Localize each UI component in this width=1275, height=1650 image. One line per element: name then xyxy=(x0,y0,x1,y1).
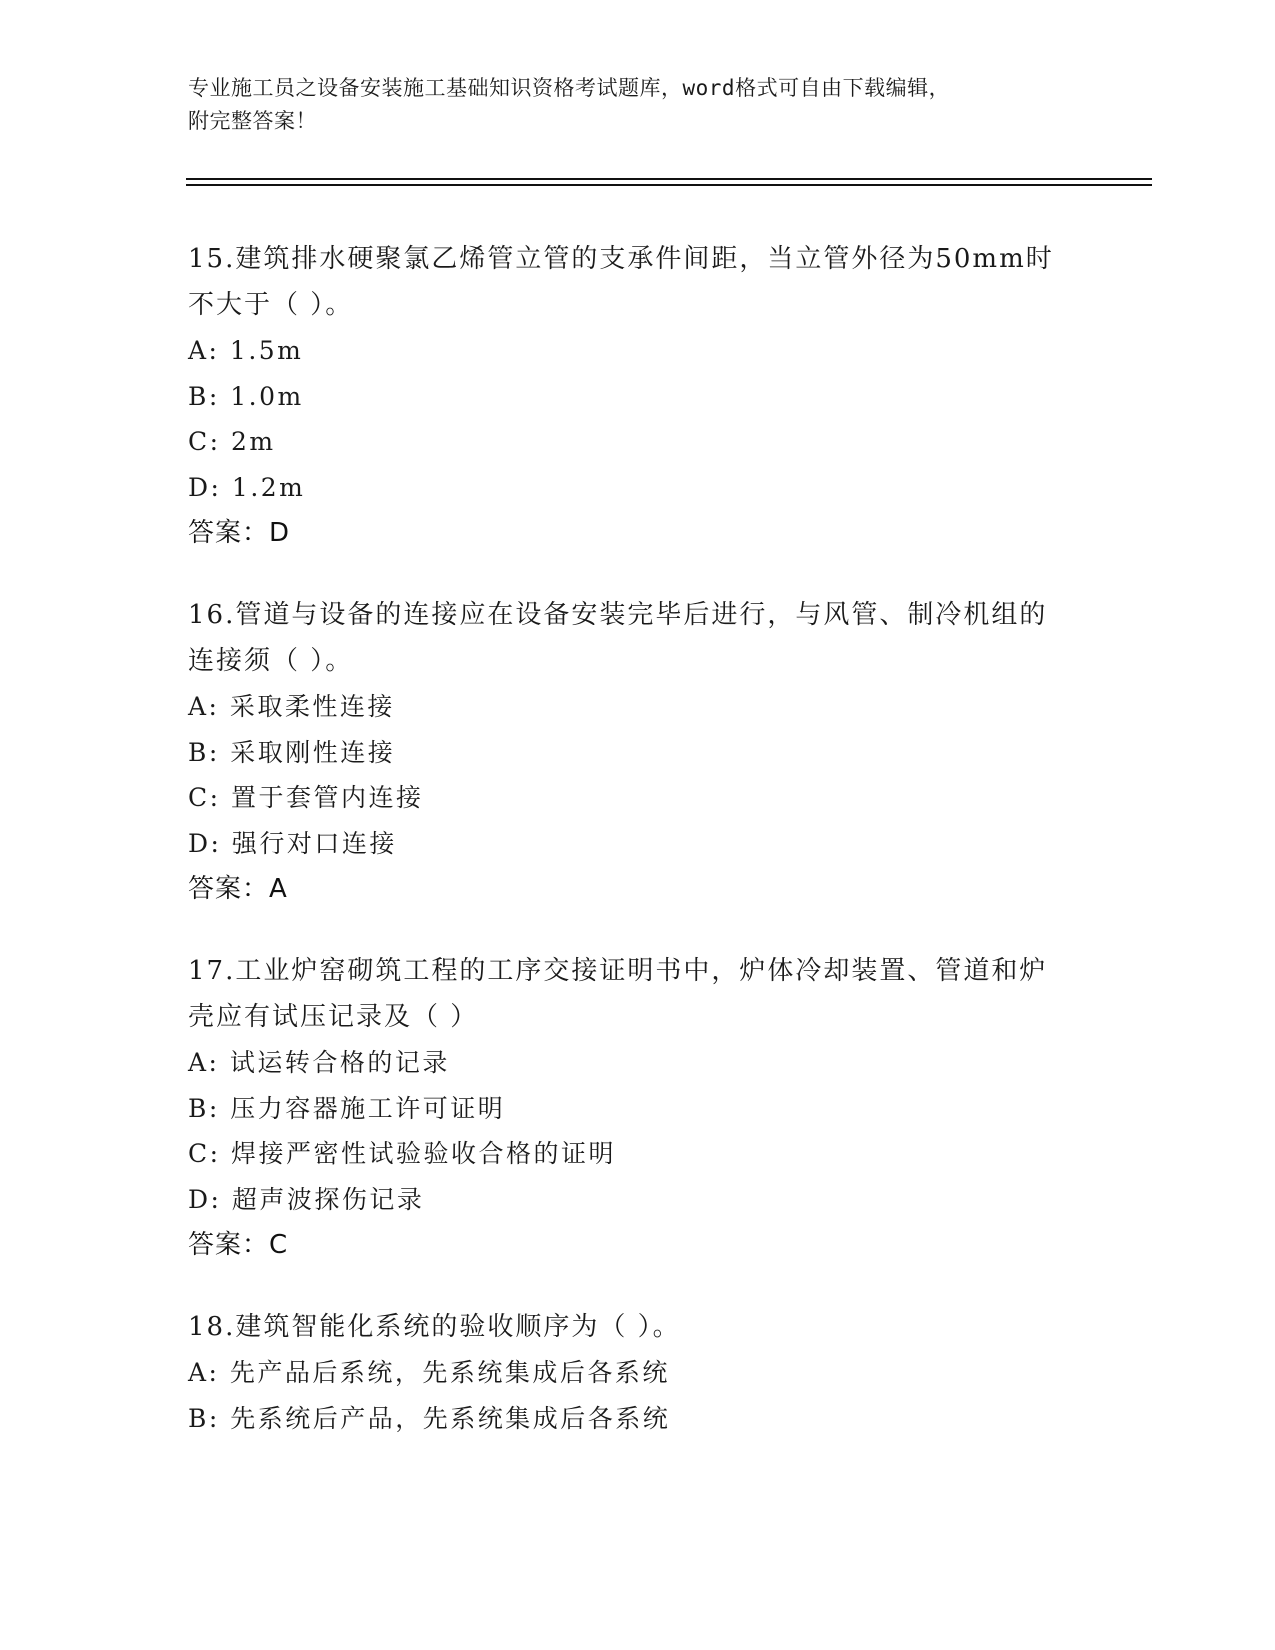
question-stem xyxy=(188,948,1088,1040)
question-stem-line: 17.工业炉窑砌筑工程的工序交接证明书中，炉体冷却装置、管道和炉 xyxy=(188,956,1048,986)
option-d: D: 超声波探伤记录 xyxy=(188,1184,425,1214)
header-rule-bottom xyxy=(186,184,1152,186)
option-a: A: 试运转合格的记录 xyxy=(188,1048,450,1077)
option-d: D: 强行对口连接 xyxy=(188,828,397,858)
question-stem xyxy=(188,1304,1088,1350)
answer: 答案：D xyxy=(188,518,291,548)
option-b: B: 压力容器施工许可证明 xyxy=(188,1093,506,1123)
option-b: B: 1.0m xyxy=(188,381,304,411)
header-line-1: 专业施工员之设备安装施工基础知识资格考试题库，word格式可自由下载编辑， xyxy=(188,76,951,100)
option-b: B: 采取刚性连接 xyxy=(188,737,396,767)
question-stem-line: 15.建筑排水硬聚氯乙烯管立管的支承件间距，当立管外径为50mm时 xyxy=(188,244,1054,274)
question-stem-line: 16.管道与设备的连接应在设备安装完毕后进行，与风管、制冷机组的 xyxy=(188,600,1048,630)
question-18 xyxy=(188,1304,1088,1441)
option-c: C: 置于套管内连接 xyxy=(188,783,424,812)
question-15 xyxy=(188,236,1088,556)
question-16 xyxy=(188,592,1088,912)
option-c: C: 2m xyxy=(188,427,276,456)
question-stem-line: 连接须（ ）。 xyxy=(188,646,354,676)
header-rule-top xyxy=(186,178,1152,180)
question-list xyxy=(188,236,1088,1477)
answer: 答案：A xyxy=(188,874,288,904)
option-a: A: 先产品后系统，先系统集成后各系统 xyxy=(188,1358,670,1387)
option-d: D: 1.2m xyxy=(188,472,306,502)
question-stem-line: 壳应有试压记录及（ ） xyxy=(188,1002,479,1032)
option-b: B: 先系统后产品，先系统集成后各系统 xyxy=(188,1403,671,1433)
question-17 xyxy=(188,948,1088,1268)
question-stem xyxy=(188,592,1088,684)
document-header xyxy=(188,72,1088,138)
question-stem-line: 不大于（ ）。 xyxy=(188,290,354,320)
option-a: A: 1.5m xyxy=(188,336,304,365)
header-line-2: 附完整答案！ xyxy=(188,109,317,133)
question-stem xyxy=(188,236,1088,328)
answer: 答案：C xyxy=(188,1230,289,1260)
option-c: C: 焊接严密性试验验收合格的证明 xyxy=(188,1139,616,1168)
question-stem-line: 18.建筑智能化系统的验收顺序为（ ）。 xyxy=(188,1312,681,1342)
option-a: A: 采取柔性连接 xyxy=(188,692,395,721)
